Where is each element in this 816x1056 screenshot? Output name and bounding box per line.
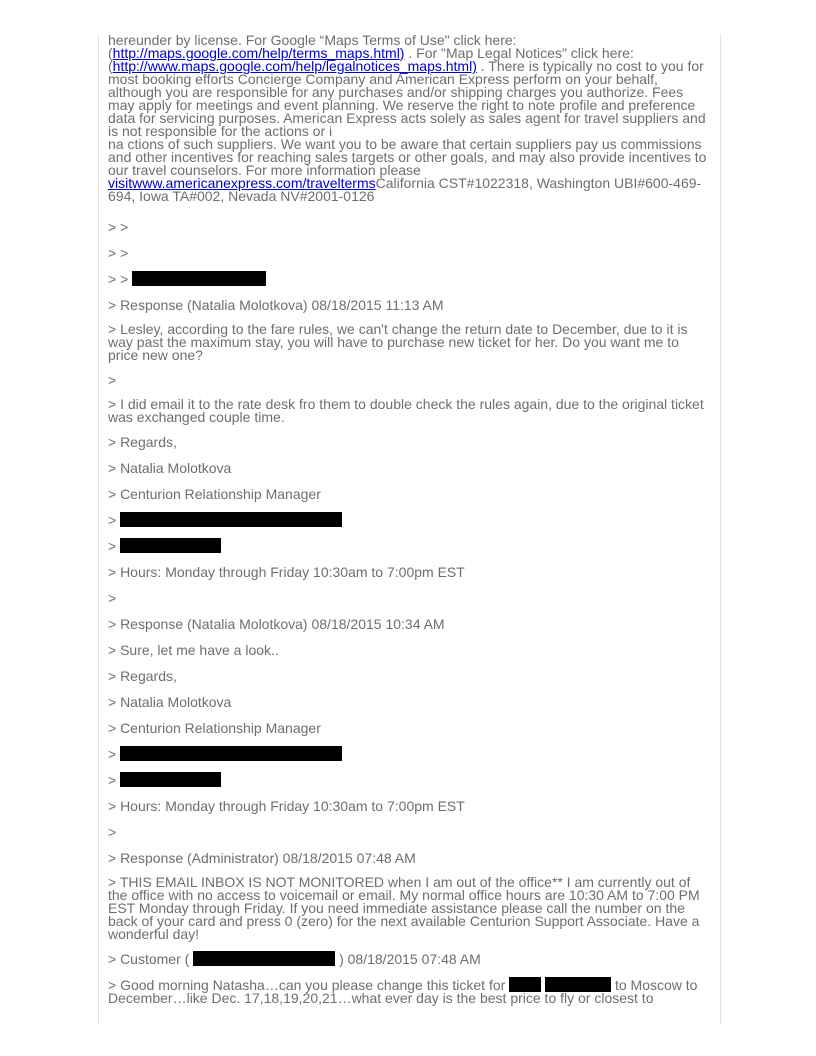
travel-terms-link[interactable]: visitwww.americanexpress.com/travelterms	[108, 175, 376, 191]
maps-terms-link[interactable]: http://maps.google.com/help/terms_maps.html)	[112, 45, 405, 61]
customer-header-prefix: > Customer (	[108, 951, 190, 967]
redaction-block	[120, 538, 221, 553]
signature-redacted-line	[108, 772, 708, 788]
redaction-block	[120, 746, 342, 761]
signature-hours: > Hours: Monday through Friday 10:30am to 7:00pm EST	[108, 798, 465, 814]
customer-header-suffix: ) 08/18/2015 07:48 AM	[335, 951, 481, 967]
redaction-block	[120, 512, 342, 527]
maps-legal-notices-link[interactable]: http://www.maps.google.com/help/legalnotices_maps.html)	[112, 58, 477, 74]
legal-text: na ctions of such suppliers. We want you to be aware that certain suppliers pay us commissions and other incentives for reaching sales targets or other goals, and may also provide incentives to our travel counselors. For more information please	[108, 136, 707, 178]
response-header: > Response (Administrator) 08/18/2015 07:48 AM	[108, 850, 416, 866]
legal-disclaimer	[108, 34, 708, 203]
legal-text: . For "Map Legal Notices" click here: (	[108, 45, 634, 74]
response-body: > THIS EMAIL INBOX IS NOT MONITORED when I am out of the office** I am currently out of the office with no access to voicemail or email. My normal office hours are 10:30 AM to 7:00 PM EST Monday through Friday. If you need immediate assistance please call the number on the back of your card and press 0 (zero) for the next available Centurion Support Associate. Have a wonderful day!	[108, 874, 700, 942]
signature-redacted-line	[108, 746, 708, 762]
customer-body-text: to Moscow to December…like Dec. 17,18,19,20,21…what ever day is the best price to fly or closest to	[108, 977, 698, 1006]
quote-line: >	[108, 372, 117, 388]
quote-line: >	[108, 824, 117, 840]
signature-title: > Centurion Relationship Manager	[108, 720, 321, 736]
quote-marker: >	[108, 538, 117, 554]
response-header: > Response (Natalia Molotkova) 08/18/2015 11:13 AM	[108, 297, 444, 313]
customer-body-text: > Good morning Natasha…can you please change this ticket for	[108, 977, 510, 993]
redaction-block	[193, 951, 335, 966]
quote-marker: >	[108, 746, 117, 762]
quote-marker: >	[108, 512, 117, 528]
signature-regards: > Regards,	[108, 668, 177, 684]
quote-line: > >	[108, 219, 129, 235]
signature-title: > Centurion Relationship Manager	[108, 486, 321, 502]
customer-header	[108, 951, 708, 967]
customer-body	[108, 977, 708, 1005]
signature-redacted-line	[108, 538, 708, 554]
redaction-block	[120, 772, 221, 787]
response-body: > Sure, let me have a look..	[108, 642, 279, 658]
response-header: > Response (Natalia Molotkova) 08/18/2015 10:34 AM	[108, 616, 445, 632]
signature-name: > Natalia Molotkova	[108, 460, 232, 476]
response-body: > Lesley, according to the fare rules, we can't change the return date to December, due to it is way past the maximum stay, you will have to purchase new ticket for her. Do you want me to price new one?	[108, 321, 688, 363]
response-body: > I did email it to the rate desk fro them to double check the rules again, due to the original ticket was exchanged couple time.	[108, 396, 704, 425]
redaction-block	[132, 271, 266, 286]
legal-text: hereunder by license. For Google “Maps Terms of Use" click here: (	[108, 32, 517, 61]
quote-line: > >	[108, 245, 129, 261]
email-thread	[108, 34, 708, 1005]
quote-marker: > >	[108, 271, 129, 287]
signature-hours: > Hours: Monday through Friday 10:30am to 7:00pm EST	[108, 564, 465, 580]
legal-text: . There is typically no cost to you for most booking efforts Concierge Company and American Express perform on your behalf, although you are responsible for any purchases and/or shipping charges you authorize. Fees may apply for meetings and event planning. We reserve the right to note profile and preference data for servicing purposes. American Express acts solely as sales agent for travel suppliers and is not responsible for the actions or i	[108, 58, 706, 139]
right-margin-rule	[720, 34, 721, 1024]
legal-text: California CST#1022318, Washington UBI#600-469-694, Iowa TA#002, Nevada NV#2001-0126	[108, 175, 702, 204]
quote-line: >	[108, 590, 117, 606]
quote-line-redacted	[108, 271, 708, 287]
signature-regards: > Regards,	[108, 434, 177, 450]
signature-redacted-line	[108, 512, 708, 528]
signature-name: > Natalia Molotkova	[108, 694, 232, 710]
left-margin-rule	[98, 34, 99, 1024]
quote-marker: >	[108, 772, 117, 788]
